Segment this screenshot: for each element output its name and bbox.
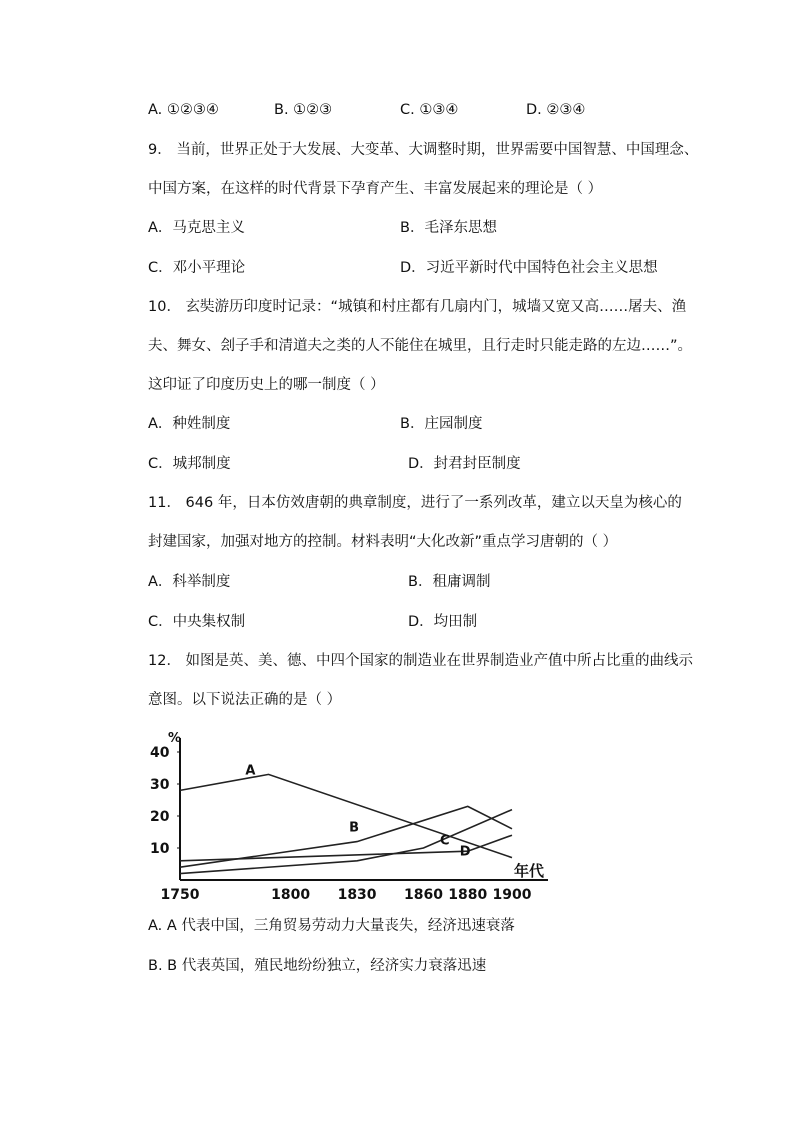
q11-option-a: A．科举制度 <box>148 574 231 590</box>
y-tick-label-10: 10 <box>150 841 170 857</box>
q9-stem-line2: 中国方案，在这样的时代背景下孕育产生、丰富发展起来的理论是（ ） <box>148 181 603 197</box>
q11-option-c: C．中央集权制 <box>148 614 246 630</box>
q12-option-a: A. A 代表中国，三角贸易劳动力大量丧失，经济迅速衰落 <box>148 918 515 934</box>
q8-option-a: A. ①②③④ <box>148 102 219 118</box>
q10-stem-line1: 10． 玄奘游历印度时记录：“城镇和村庄都有几扇内门，城墙又宽又高……屠夫、渔 <box>148 299 687 315</box>
series-label-B: B <box>349 820 359 836</box>
q9-option-d: D．习近平新时代中国特色社会主义思想 <box>400 260 658 276</box>
q11-option-d: D．均田制 <box>408 614 478 630</box>
x-tick-label-1750: 1750 <box>160 887 200 903</box>
q9-option-c: C．邓小平理论 <box>148 260 246 276</box>
series-label-D: D <box>459 844 471 860</box>
q10-stem-line3: 这印证了印度历史上的哪一制度（ ） <box>148 377 385 393</box>
q9-stem-line1: 9． 当前，世界正处于大发展、大变革、大调整时期，世界需要中国智慧、中国理念、 <box>148 142 699 158</box>
manufacturing-share-chart <box>148 726 568 906</box>
x-tick-label-1880: 1880 <box>448 887 488 903</box>
series-line-C <box>180 810 512 874</box>
series-label-C: C <box>440 833 450 849</box>
q12-stem-line2: 意图。以下说法正确的是（ ） <box>148 692 342 708</box>
x-tick-label-1900: 1900 <box>492 887 532 903</box>
q9-option-b: B．毛泽东思想 <box>400 220 497 236</box>
x-tick-label-1800: 1800 <box>271 887 311 903</box>
x-axis-label: 年代 <box>514 862 545 880</box>
q12-stem-line1: 12． 如图是英、美、德、中四个国家的制造业在世界制造业产值中所占比重的曲线示 <box>148 653 694 669</box>
y-tick-label-40: 40 <box>150 745 170 761</box>
q9-option-a: A．马克思主义 <box>148 220 245 236</box>
y-tick-label-20: 20 <box>150 809 170 825</box>
q10-option-d: D．封君封臣制度 <box>408 456 521 472</box>
q11-option-b: B．租庸调制 <box>408 574 491 590</box>
q10-option-b: B．庄园制度 <box>400 416 483 432</box>
x-tick-label-1830: 1830 <box>337 887 377 903</box>
q10-option-c: C．城邦制度 <box>148 456 231 472</box>
q8-option-c: C. ①③④ <box>400 102 459 118</box>
y-tick-label-30: 30 <box>150 777 170 793</box>
q12-option-b: B. B 代表英国，殖民地纷纷独立，经济实力衰落迅速 <box>148 958 487 974</box>
q8-option-d: D. ②③④ <box>526 102 586 118</box>
q11-stem-line1: 11． 646 年，日本仿效唐朝的典章制度，进行了一系列改革，建立以天皇为核心的 <box>148 495 682 511</box>
q11-stem-line2: 封建国家，加强对地方的控制。材料表明“大化改新”重点学习唐朝的（ ） <box>148 534 618 550</box>
q8-option-b: B. ①②③ <box>274 102 333 118</box>
x-tick-label-1860: 1860 <box>403 887 443 903</box>
q10-stem-line2: 夫、舞女、刽子手和清道夫之类的人不能住在城里，且行走时只能走路的左边……”。 <box>148 338 693 354</box>
y-axis-label: % <box>168 731 182 746</box>
q10-option-a: A．种姓制度 <box>148 416 231 432</box>
series-label-A: A <box>245 763 256 779</box>
